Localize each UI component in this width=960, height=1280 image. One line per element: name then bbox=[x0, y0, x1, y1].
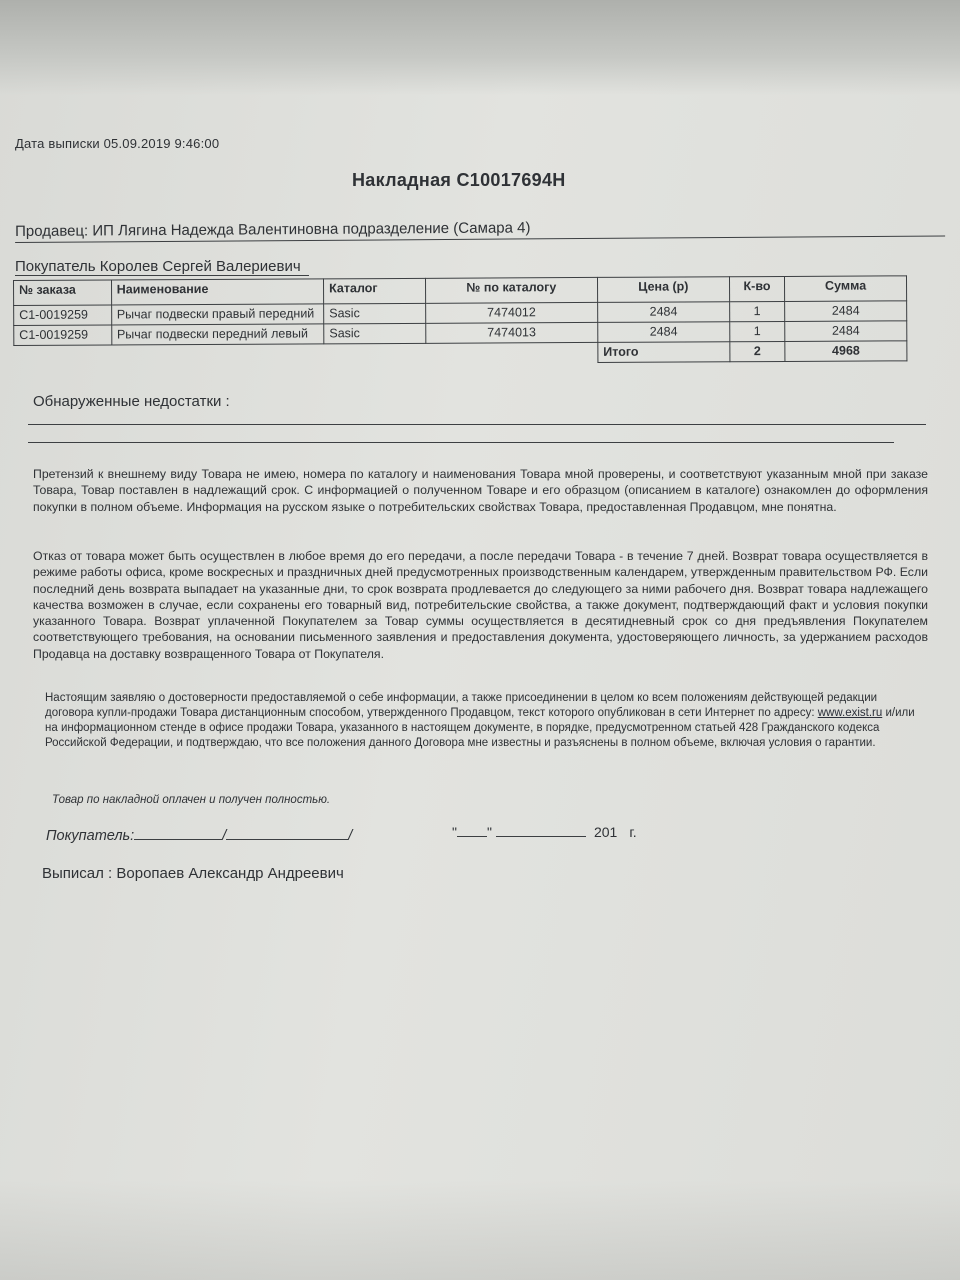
defects-line-1 bbox=[28, 424, 926, 425]
header-name: Наименование bbox=[111, 279, 324, 305]
buyer-signature-line bbox=[46, 825, 352, 844]
issued-by-name: Воропаев Александр Андреевич bbox=[116, 865, 344, 882]
header-order-no: № заказа bbox=[14, 280, 112, 306]
exist-link[interactable]: www.exist.ru bbox=[817, 707, 883, 719]
agreement-paragraph bbox=[45, 691, 923, 751]
buyer-sign-label: Покупатель: bbox=[46, 828, 135, 844]
claims-paragraph: Претензий к внешнему виду Товара не имею, номера по каталогу и наименования Товара мной проверены, и соответствуют указанным мной при заказе Товара, Товар поставлен в надлежащий срок. С информацией о полученном Товаре и его образцом (описанием в каталоге) ознакомлен до оформления покупки в полном объеме. Информация на русском языке о потребительских свойствах Товара, предоставленная Продавцом, мне понятна. bbox=[33, 467, 928, 514]
cell-order-no: С1-0019259 bbox=[14, 305, 112, 326]
header-catalog-no: № по каталогу bbox=[425, 277, 597, 303]
cell-catalog-no: 7474013 bbox=[425, 322, 597, 343]
bottom-shade bbox=[0, 1180, 960, 1280]
month-blank bbox=[496, 822, 586, 837]
cell-catalog: Sasic bbox=[324, 303, 426, 324]
issue-date: Дата выписки 05.09.2019 9:46:00 bbox=[15, 136, 220, 151]
total-label: Итого bbox=[598, 342, 730, 363]
quote-open: " bbox=[452, 824, 457, 840]
year-suffix: г. bbox=[629, 824, 637, 840]
total-sum: 4968 bbox=[785, 341, 907, 362]
quote-close: " bbox=[486, 824, 492, 840]
seller-line: Продавец: ИП Лягина Надежда Валентиновна подразделение (Самара 4) bbox=[15, 217, 945, 243]
cell-qty: 1 bbox=[729, 301, 784, 321]
cell-sum: 2484 bbox=[785, 321, 907, 342]
sign-separator: / bbox=[222, 828, 227, 844]
cell-order-no: С1-0019259 bbox=[14, 325, 112, 346]
cell-name: Рычаг подвески правый передний bbox=[111, 304, 324, 325]
day-blank bbox=[457, 822, 487, 837]
agreement-text-start: Настоящим заявляю о достоверности предоставляемой о себе информации, а также присоединении в целом ко всем положениям действующей редакции договора купли-продажи Товара дистанционным способом, утвержденного Продавцом, текст которого опубликован в сети Интернет по адресу: bbox=[45, 692, 878, 719]
signature-date-line bbox=[452, 822, 637, 840]
total-qty: 2 bbox=[730, 341, 785, 361]
sign-separator-end: / bbox=[348, 828, 353, 844]
paid-note: Товар по накладной оплачен и получен полностью. bbox=[52, 794, 331, 806]
issued-by bbox=[42, 865, 344, 882]
cell-price: 2484 bbox=[598, 322, 730, 343]
cell-name: Рычаг подвески передний левый bbox=[111, 324, 324, 345]
cell-catalog: Sasic bbox=[324, 323, 426, 344]
defects-line-2 bbox=[28, 442, 894, 443]
return-paragraph: Отказ от товара может быть осуществлен в любое время до его передачи, а после передачи Товара - в течение 7 дней. Возврат товара осуществляется в режиме работы офиса, кроме воскресных и праздничных дней предусмотренных производственным календарем, утвержденным правительством РФ. Если последний день возврата выпадает на указанные дни, то срок возврата продлевается до следующего за ними рабочего дня. Возврат товара надлежащего качества возможен в случае, если сохранены его товарный вид, потребительские свойства, а также документ, подтверждающий факт и условия покупки указанного Товара. Возврат уплаченной Покупателем за Товар суммы осуществляется в десятидневный срок со дня предъявления Покупателем соответствующего требования, на основании письменного заявления и предоставления документа, удостоверяющего личность, за удержанием расходов Продавца на доставку возвращенного Товара от Покупателя. bbox=[33, 549, 928, 661]
defects-label: Обнаруженные недостатки : bbox=[33, 393, 230, 410]
cell-qty: 1 bbox=[729, 321, 784, 341]
top-shadow bbox=[0, 0, 960, 95]
cell-catalog-no: 7474012 bbox=[425, 302, 597, 323]
header-sum: Сумма bbox=[785, 276, 907, 302]
header-qty: К-во bbox=[729, 276, 784, 301]
cell-price: 2484 bbox=[598, 302, 730, 323]
invoice-title: Накладная С10017694Н bbox=[352, 170, 566, 190]
agreement-text-end: и/или на информационном стенде в офисе продажи Товара, указанного в настоящем документе, в порядке, предусмотренном статьей 428 Гражданского кодекса Российской Федерации, и подтверждаю, что все положения данного Договора мне известны и разъяснены в полном объеме, включая условия о гарантии. bbox=[45, 707, 915, 749]
buyer-name: Покупатель Королев Сергей Валериевич bbox=[15, 258, 309, 276]
total-row bbox=[14, 341, 907, 366]
name-blank bbox=[226, 825, 348, 840]
header-price: Цена (р) bbox=[597, 277, 729, 303]
items-table bbox=[13, 275, 907, 366]
signature-blank bbox=[134, 825, 222, 840]
buyer-line bbox=[15, 258, 915, 276]
cell-sum: 2484 bbox=[785, 301, 907, 322]
issued-by-label: Выписал : bbox=[42, 865, 113, 882]
total-spacer bbox=[14, 342, 598, 365]
year-prefix: 201 bbox=[593, 824, 618, 840]
header-catalog: Каталог bbox=[324, 278, 426, 304]
